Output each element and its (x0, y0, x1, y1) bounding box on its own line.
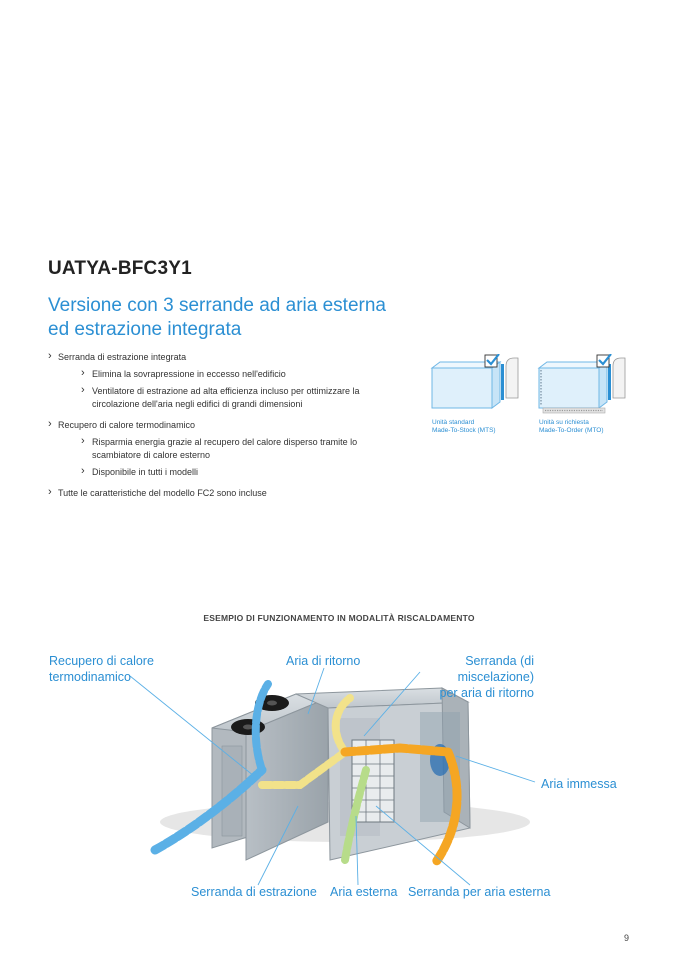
callout-supply-air: Aria immessa (541, 777, 617, 791)
page-number: 9 (623, 933, 629, 943)
callout-outside-air: Aria esterna (330, 885, 398, 899)
feature-sub-item: › Disponibile in tutti i modelli (81, 466, 388, 479)
feature-sub-item: › Ventilatore di estrazione ad alta efficienza incluso per ottimizzare la circolazione dell'aria negli edifici di grandi dimensioni (81, 385, 388, 411)
callout-outside-damper: Serranda per aria esterna (408, 885, 551, 899)
diagram-title: ESEMPIO DI FUNZIONAMENTO IN MODALITÀ RISCALDAMENTO (203, 613, 475, 623)
mixed-air-flow (345, 748, 448, 752)
feature-item: › Recupero di calore termodinamico (48, 419, 388, 432)
feature-sub-item: › Elimina la sovrapressione in eccesso nell'edificio (81, 368, 388, 381)
model-title: UATYA-BFC3Y1 (48, 258, 192, 279)
callout-return-air: Aria di ritorno (286, 654, 361, 668)
feature-item: › Serranda di estrazione integrata (48, 351, 388, 364)
subtitle-line-2: ed estrazione integrata (48, 319, 242, 340)
callout-mixing-damper: Serranda (di miscelazione) per aria di ritorno (439, 654, 534, 700)
subtitle-line-1: Versione con 3 serrande ad aria esterna (48, 295, 386, 316)
callout-heat-recovery: Recupero di calore termodinamico (49, 654, 154, 684)
mts-caption: Unità standard Made-To-Stock (MTS) (432, 419, 496, 434)
mto-caption: Unità su richiesta Made-To-Order (MTO) (539, 419, 604, 434)
callout-exhaust-damper: Serranda di estrazione (191, 885, 317, 899)
feature-item: › Tutte le caratteristiche del modello FC2 sono incluse (48, 487, 388, 500)
feature-sub-item: › Risparmia energia grazie al recupero del calore disperso tramite lo scambiatore di calore esterno (81, 436, 388, 462)
